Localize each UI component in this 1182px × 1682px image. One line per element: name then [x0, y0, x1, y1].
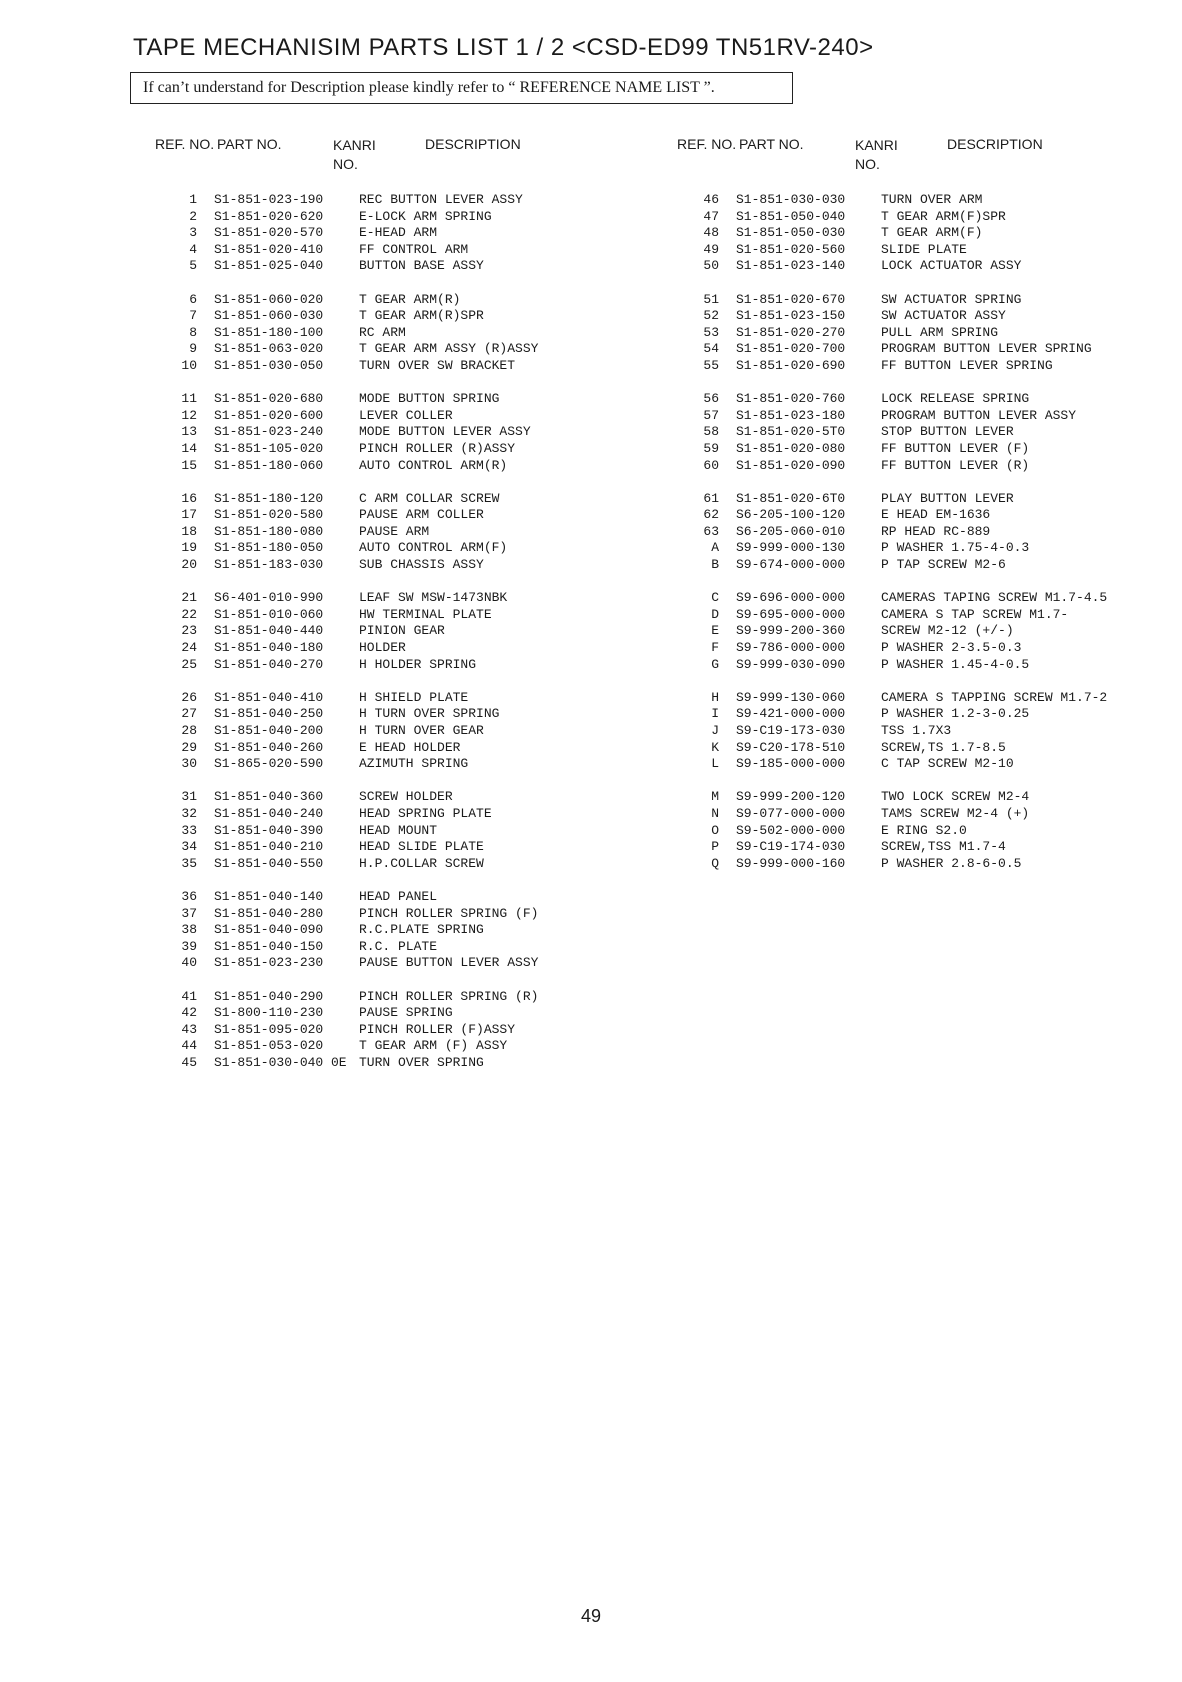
part-no-cell: S1-851-040-260 — [214, 739, 324, 755]
ref-no-cell: D — [711, 606, 719, 622]
ref-no-cell: 22 — [181, 606, 197, 622]
description-cell: STOP BUTTON LEVER — [881, 424, 1014, 440]
description-cell: SUB CHASSIS ASSY — [359, 557, 484, 573]
ref-no-cell: P — [711, 839, 719, 855]
part-no-cell: S9-999-200-360 — [736, 623, 846, 639]
ref-no-cell: 34 — [181, 839, 197, 855]
description-cell: PINION GEAR — [359, 623, 445, 639]
description-cell: HEAD PANEL — [359, 888, 438, 904]
ref-no-cell: 49 — [703, 241, 719, 257]
description-cell: SCREW M2-12 (+/-) — [881, 623, 1014, 639]
ref-no-cell: 13 — [181, 424, 197, 440]
part-no-cell: S1-851-020-570 — [214, 225, 324, 241]
ref-no-cell: 7 — [189, 308, 197, 324]
description-cell: RP HEAD RC-889 — [881, 523, 991, 539]
ref-no-cell: Q — [711, 855, 719, 871]
ref-no-cell: 37 — [181, 905, 197, 921]
ref-no-cell: 63 — [703, 523, 719, 539]
ref-no-cell: 39 — [181, 938, 197, 954]
part-no-cell: S1-851-023-150 — [736, 308, 846, 324]
ref-no-cell: 33 — [181, 822, 197, 838]
reference-notice: If can’t understand for Description please kindly refer to “ REFERENCE NAME LIST ”. — [130, 72, 793, 104]
part-no-cell: S1-851-023-190 — [214, 192, 324, 207]
description-cell: PAUSE ARM COLLER — [359, 507, 484, 523]
part-no-cell: S1-851-020-620 — [214, 208, 324, 224]
part-no-cell: S1-851-020-560 — [736, 241, 846, 257]
part-no-cell: S1-851-023-140 — [736, 258, 846, 274]
description-cell: T GEAR ARM(R) — [359, 291, 461, 307]
description-cell: SW ACTUATOR SPRING — [881, 291, 1022, 307]
part-no-cell: S1-851-180-060 — [214, 457, 324, 473]
header-part-no: PART NO. — [739, 136, 804, 152]
part-no-cell: S1-851-040-240 — [214, 805, 324, 821]
description-cell: PINCH ROLLER SPRING (F) — [359, 905, 539, 921]
description-cell: H TURN OVER SPRING — [359, 706, 500, 722]
part-no-cell: S6-205-100-120 — [736, 507, 846, 523]
description-cell: R.C. PLATE — [359, 938, 438, 954]
ref-no-cell: 47 — [703, 208, 719, 224]
ref-no-cell: 44 — [181, 1038, 197, 1054]
description-cell: R.C.PLATE SPRING — [359, 922, 484, 938]
description-cell: HEAD SLIDE PLATE — [359, 839, 484, 855]
ref-no-cell: 40 — [181, 955, 197, 971]
part-no-cell: S1-851-020-090 — [736, 457, 846, 473]
description-cell: TURN OVER SPRING — [359, 1054, 484, 1070]
ref-no-cell: O — [711, 822, 719, 838]
description-cell: SCREW,TS 1.7-8.5 — [881, 739, 1006, 755]
ref-no-cell: H — [711, 689, 719, 705]
part-no-cell: S1-851-040-360 — [214, 789, 324, 805]
ref-no-cell: 56 — [703, 391, 719, 407]
ref-no-cell: 54 — [703, 341, 719, 357]
part-no-cell: S1-851-020-080 — [736, 440, 846, 456]
header-kanri: KANRI — [855, 137, 898, 153]
part-no-cell: S9-999-030-090 — [736, 656, 846, 672]
description-cell: T GEAR ARM(F) — [881, 225, 983, 241]
description-cell: FF CONTROL ARM — [359, 241, 469, 257]
ref-no-cell: 5 — [189, 258, 197, 274]
part-no-cell: S1-851-040-290 — [214, 988, 324, 1004]
description-cell: PLAY BUTTON LEVER — [881, 490, 1014, 506]
ref-no-cell: 29 — [181, 739, 197, 755]
part-no-cell: S1-851-040-250 — [214, 706, 324, 722]
part-no-cell: S9-999-000-160 — [736, 855, 846, 871]
header-description: DESCRIPTION — [947, 136, 1043, 152]
description-cell: H HOLDER SPRING — [359, 656, 477, 672]
part-no-cell: S9-695-000-000 — [736, 606, 846, 622]
ref-no-cell: 36 — [181, 888, 197, 904]
ref-no-cell: G — [711, 656, 719, 672]
part-no-cell: S1-851-180-080 — [214, 523, 324, 539]
part-no-cell: S1-851-020-700 — [736, 341, 846, 357]
part-no-cell: S1-851-023-230 — [214, 955, 324, 971]
description-cell: PROGRAM BUTTON LEVER ASSY — [881, 407, 1077, 423]
description-cell: AZIMUTH SPRING — [359, 756, 469, 772]
part-no-cell: S1-851-180-050 — [214, 540, 324, 556]
header-kanri-suffix: NO. — [333, 156, 358, 172]
ref-no-cell: 9 — [189, 341, 197, 357]
description-cell: RC ARM — [359, 324, 406, 340]
description-cell: TAMS SCREW M2-4 (+) — [881, 805, 1030, 821]
part-no-cell: S9-696-000-000 — [736, 590, 846, 606]
part-no-cell: S1-851-020-5T0 — [736, 424, 846, 440]
part-no-cell: S9-786-000-000 — [736, 640, 846, 656]
part-no-cell: S1-851-105-020 — [214, 440, 324, 456]
header-kanri: KANRI — [333, 137, 376, 153]
ref-no-cell: 27 — [181, 706, 197, 722]
description-cell: P WASHER 1.75-4-0.3 — [881, 540, 1030, 556]
header-kanri-suffix: NO. — [855, 156, 880, 172]
header-kanri-no — [333, 136, 376, 174]
description-cell: SLIDE PLATE — [881, 241, 967, 257]
part-no-cell: S9-999-000-130 — [736, 540, 846, 556]
ref-no-cell: 61 — [703, 490, 719, 506]
part-no-cell: S1-851-040-390 — [214, 822, 324, 838]
part-no-cell: S1-851-040-280 — [214, 905, 324, 921]
part-no-cell: S1-851-180-120 — [214, 490, 324, 506]
description-cell: C TAP SCREW M2-10 — [881, 756, 1014, 772]
ref-no-cell: E — [711, 623, 719, 639]
ref-no-cell: 28 — [181, 723, 197, 738]
part-no-cell: S1-851-050-040 — [736, 208, 846, 224]
part-no-cell: S1-851-060-020 — [214, 291, 324, 307]
description-cell: TSS 1.7X3 — [881, 723, 952, 738]
ref-no-cell: 53 — [703, 324, 719, 340]
part-no-cell: S9-077-000-000 — [736, 805, 846, 821]
description-cell: PULL ARM SPRING — [881, 324, 999, 340]
ref-no-cell: 15 — [181, 457, 197, 473]
ref-no-cell: 32 — [181, 805, 197, 821]
header-description: DESCRIPTION — [425, 136, 521, 152]
description-cell: SCREW,TSS M1.7-4 — [881, 839, 1006, 855]
description-cell: MODE BUTTON LEVER ASSY — [359, 424, 531, 440]
ref-no-cell: 10 — [181, 357, 197, 373]
part-no-cell: S9-C20-178-510 — [736, 739, 846, 755]
part-no-cell: S6-401-010-990 — [214, 590, 324, 606]
ref-no-cell: 26 — [181, 689, 197, 705]
part-no-cell: S1-851-180-100 — [214, 324, 324, 340]
description-cell: MODE BUTTON SPRING — [359, 391, 500, 407]
ref-no-cell: L — [711, 756, 719, 772]
part-no-cell: S1-851-040-440 — [214, 623, 324, 639]
ref-no-cell: 12 — [181, 407, 197, 423]
ref-no-cell: 4 — [189, 241, 197, 257]
description-cell: PROGRAM BUTTON LEVER SPRING — [881, 341, 1092, 357]
description-cell: P TAP SCREW M2-6 — [881, 557, 1006, 573]
description-cell: PINCH ROLLER (F)ASSY — [359, 1021, 516, 1037]
ref-no-cell: 43 — [181, 1021, 197, 1037]
description-cell: TURN OVER ARM — [881, 192, 983, 207]
ref-no-cell: F — [711, 640, 719, 656]
ref-no-cell: 1 — [189, 192, 197, 207]
description-cell: P WASHER 2-3.5-0.3 — [881, 640, 1022, 656]
ref-no-cell: 25 — [181, 656, 197, 672]
part-no-cell: S1-851-063-020 — [214, 341, 324, 357]
description-cell: P WASHER 2.8-6-0.5 — [881, 855, 1022, 871]
ref-no-cell: 11 — [181, 391, 197, 407]
description-cell: E-HEAD ARM — [359, 225, 438, 241]
description-cell: P WASHER 1.2-3-0.25 — [881, 706, 1030, 722]
part-no-cell: S1-851-025-040 — [214, 258, 324, 274]
part-no-cell: S1-851-040-210 — [214, 839, 324, 855]
description-cell: PINCH ROLLER SPRING (R) — [359, 988, 539, 1004]
part-no-cell: S9-999-130-060 — [736, 689, 846, 705]
description-cell: HW TERMINAL PLATE — [359, 606, 492, 622]
part-no-cell: S1-851-020-270 — [736, 324, 846, 340]
ref-no-cell: 62 — [703, 507, 719, 523]
ref-no-cell: J — [711, 723, 719, 738]
ref-no-cell: B — [711, 557, 719, 573]
part-no-cell: S1-851-095-020 — [214, 1021, 324, 1037]
part-no-cell: S6-205-060-010 — [736, 523, 846, 539]
ref-no-cell: 6 — [189, 291, 197, 307]
description-cell: PINCH ROLLER (R)ASSY — [359, 440, 516, 456]
description-cell: FF BUTTON LEVER (R) — [881, 457, 1030, 473]
part-no-cell: S1-851-010-060 — [214, 606, 324, 622]
ref-no-cell: 23 — [181, 623, 197, 639]
description-cell: SCREW HOLDER — [359, 789, 453, 805]
part-no-cell: S1-851-040-550 — [214, 855, 324, 871]
description-cell: PAUSE BUTTON LEVER ASSY — [359, 955, 539, 971]
ref-no-cell: 48 — [703, 225, 719, 241]
part-no-cell: S1-851-020-600 — [214, 407, 324, 423]
description-cell: T GEAR ARM (F) ASSY — [359, 1038, 508, 1054]
part-no-cell: S1-851-053-020 — [214, 1038, 324, 1054]
ref-no-cell: 31 — [181, 789, 197, 805]
part-no-cell: S9-502-000-000 — [736, 822, 846, 838]
description-cell: HEAD SPRING PLATE — [359, 805, 492, 821]
ref-no-cell: C — [711, 590, 719, 606]
part-no-cell: S1-851-020-690 — [736, 357, 846, 373]
ref-no-cell: 16 — [181, 490, 197, 506]
description-cell: LEVER COLLER — [359, 407, 453, 423]
ref-no-cell: A — [711, 540, 719, 556]
description-cell: T GEAR ARM(F)SPR — [881, 208, 1006, 224]
part-no-cell: S1-851-040-410 — [214, 689, 324, 705]
description-cell: H.P.COLLAR SCREW — [359, 855, 484, 871]
header-part-no: PART NO. — [217, 136, 282, 152]
ref-no-cell: I — [711, 706, 719, 722]
description-cell: BUTTON BASE ASSY — [359, 258, 484, 274]
ref-no-cell: 19 — [181, 540, 197, 556]
part-no-cell: S1-851-020-6T0 — [736, 490, 846, 506]
description-cell: T GEAR ARM ASSY (R)ASSY — [359, 341, 539, 357]
ref-no-cell: 17 — [181, 507, 197, 523]
part-no-cell: S9-C19-174-030 — [736, 839, 846, 855]
description-cell: REC BUTTON LEVER ASSY — [359, 192, 523, 207]
description-cell: CAMERAS TAPING SCREW M1.7-4.5 — [881, 590, 1108, 606]
description-cell: E HEAD HOLDER — [359, 739, 461, 755]
part-no-cell: S1-851-030-030 — [736, 192, 846, 207]
part-no-cell: S1-851-040-090 — [214, 922, 324, 938]
description-cell: AUTO CONTROL ARM(F) — [359, 540, 508, 556]
part-no-cell: S1-851-050-030 — [736, 225, 846, 241]
part-no-cell: S9-674-000-000 — [736, 557, 846, 573]
description-cell: LOCK ACTUATOR ASSY — [881, 258, 1022, 274]
ref-no-cell: 35 — [181, 855, 197, 871]
ref-no-cell: 46 — [703, 192, 719, 207]
description-cell: TURN OVER SW BRACKET — [359, 357, 516, 373]
part-no-cell: S1-851-020-680 — [214, 391, 324, 407]
description-cell: SW ACTUATOR ASSY — [881, 308, 1006, 324]
part-no-cell: S1-851-040-270 — [214, 656, 324, 672]
part-no-cell: S1-851-023-180 — [736, 407, 846, 423]
part-no-cell: S1-851-030-040 — [214, 1054, 324, 1070]
ref-no-cell: 18 — [181, 523, 197, 539]
description-cell: C ARM COLLAR SCREW — [359, 490, 500, 506]
part-no-cell: S9-185-000-000 — [736, 756, 846, 772]
part-no-cell: S1-851-060-030 — [214, 308, 324, 324]
description-cell: AUTO CONTROL ARM(R) — [359, 457, 508, 473]
part-no-cell: S1-851-183-030 — [214, 557, 324, 573]
part-no-cell: S1-851-040-140 — [214, 888, 324, 904]
description-cell: CAMERA S TAPPING SCREW M1.7-2 — [881, 689, 1108, 705]
part-no-cell: S1-851-020-670 — [736, 291, 846, 307]
description-cell: H SHIELD PLATE — [359, 689, 469, 705]
header-ref-no: REF. NO. — [677, 136, 737, 152]
part-no-cell: S1-851-020-580 — [214, 507, 324, 523]
part-no-cell: S9-C19-173-030 — [736, 723, 846, 738]
ref-no-cell: K — [711, 739, 719, 755]
part-no-cell: S9-421-000-000 — [736, 706, 846, 722]
description-cell: PAUSE ARM — [359, 523, 430, 539]
ref-no-cell: 42 — [181, 1005, 197, 1021]
part-no-cell: S1-800-110-230 — [214, 1005, 324, 1021]
ref-no-cell: 52 — [703, 308, 719, 324]
description-cell: E RING S2.0 — [881, 822, 967, 838]
description-cell: HOLDER — [359, 640, 406, 656]
ref-no-cell: 3 — [189, 225, 197, 241]
description-cell: P WASHER 1.45-4-0.5 — [881, 656, 1030, 672]
ref-no-cell: M — [711, 789, 719, 805]
description-cell: FF BUTTON LEVER (F) — [881, 440, 1030, 456]
ref-no-cell: 8 — [189, 324, 197, 340]
description-cell: PAUSE SPRING — [359, 1005, 453, 1021]
description-cell: H TURN OVER GEAR — [359, 723, 484, 738]
page-number: 49 — [580, 1606, 602, 1626]
part-no-cell: S1-851-040-180 — [214, 640, 324, 656]
description-cell: LEAF SW MSW-1473NBK — [359, 590, 508, 606]
ref-no-cell: 30 — [181, 756, 197, 772]
description-cell: E-LOCK ARM SPRING — [359, 208, 492, 224]
header-kanri-no — [855, 136, 898, 174]
description-cell: LOCK RELEASE SPRING — [881, 391, 1030, 407]
ref-no-cell: 2 — [189, 208, 197, 224]
ref-no-cell: 55 — [703, 357, 719, 373]
description-cell: E HEAD EM-1636 — [881, 507, 991, 523]
page-title: TAPE MECHANISIM PARTS LIST 1 / 2 <CSD-ED99 TN51RV-240> — [133, 34, 874, 61]
ref-no-cell: 24 — [181, 640, 197, 656]
ref-no-cell: 58 — [703, 424, 719, 440]
part-no-cell: S1-851-020-760 — [736, 391, 846, 407]
ref-no-cell: 59 — [703, 440, 719, 456]
ref-no-cell: 41 — [181, 988, 197, 1004]
part-no-cell: S9-999-200-120 — [736, 789, 846, 805]
part-no-cell: S1-865-020-590 — [214, 756, 324, 772]
part-no-cell: S1-851-040-150 — [214, 938, 324, 954]
kanri-cell: 0E — [331, 1054, 347, 1070]
ref-no-cell: N — [711, 805, 719, 821]
ref-no-cell: 20 — [181, 557, 197, 573]
ref-no-cell: 45 — [181, 1054, 197, 1070]
ref-no-cell: 50 — [703, 258, 719, 274]
part-no-cell: S1-851-030-050 — [214, 357, 324, 373]
ref-no-cell: 60 — [703, 457, 719, 473]
description-cell: T GEAR ARM(R)SPR — [359, 308, 484, 324]
ref-no-cell: 57 — [703, 407, 719, 423]
header-ref-no: REF. NO. — [155, 136, 215, 152]
part-no-cell: S1-851-040-200 — [214, 723, 324, 738]
ref-no-cell: 14 — [181, 440, 197, 456]
description-cell: TWO LOCK SCREW M2-4 — [881, 789, 1030, 805]
ref-no-cell: 51 — [703, 291, 719, 307]
description-cell: FF BUTTON LEVER SPRING — [881, 357, 1053, 373]
description-cell: CAMERA S TAP SCREW M1.7- — [881, 606, 1069, 622]
part-no-cell: S1-851-023-240 — [214, 424, 324, 440]
ref-no-cell: 21 — [181, 590, 197, 606]
description-cell: HEAD MOUNT — [359, 822, 438, 838]
part-no-cell: S1-851-020-410 — [214, 241, 324, 257]
ref-no-cell: 38 — [181, 922, 197, 938]
